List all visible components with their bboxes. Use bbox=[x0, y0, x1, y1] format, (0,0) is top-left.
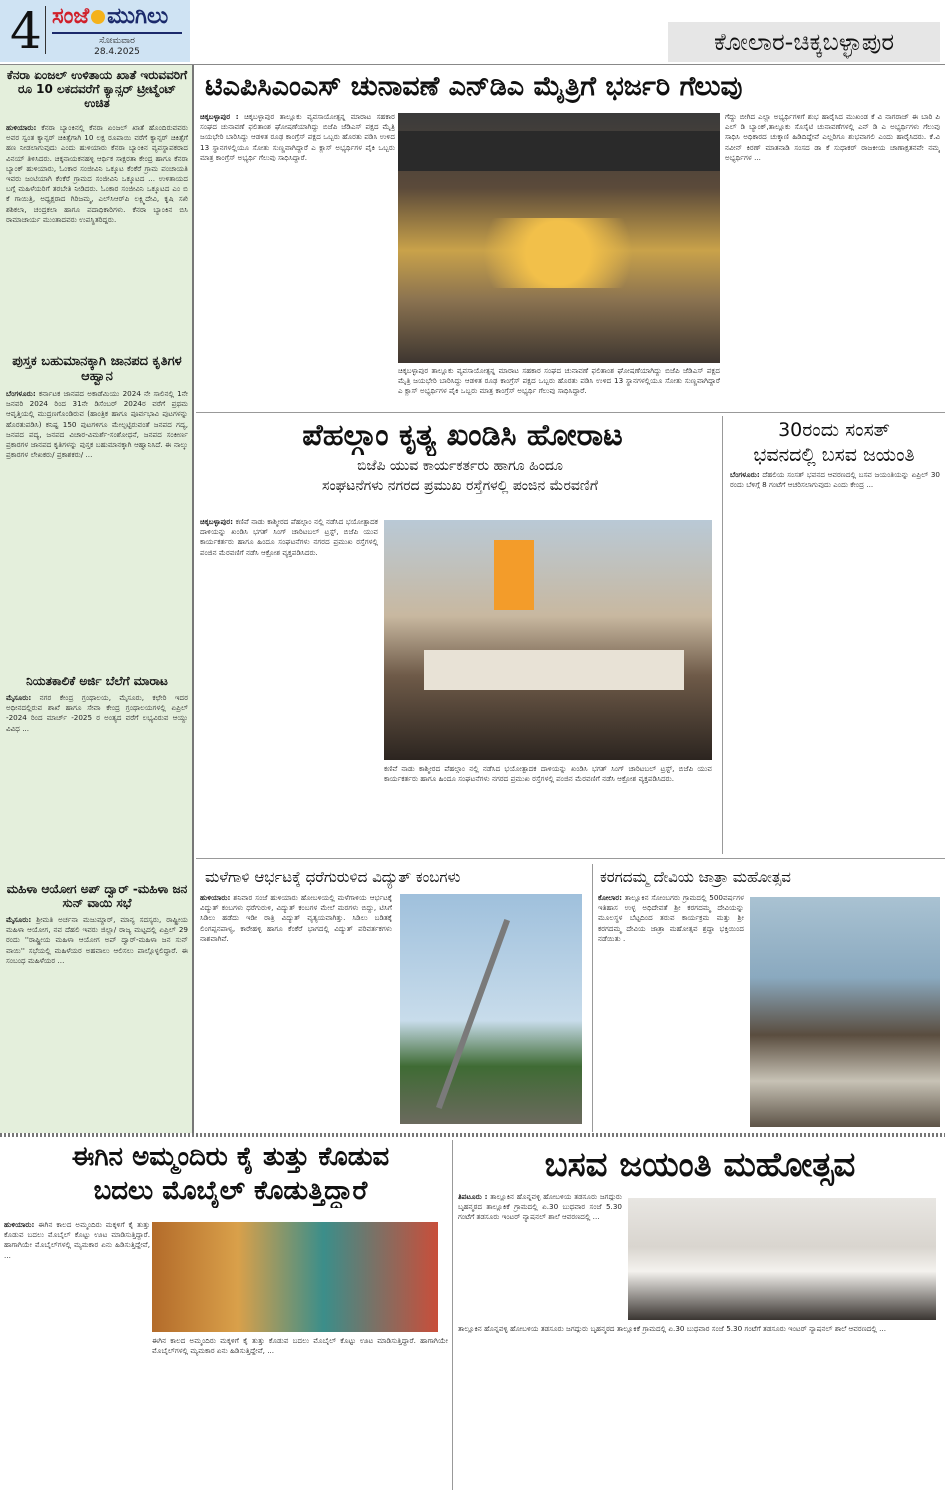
article-text: ಚಿಕ್ಕಬಳ್ಳಾಪುರ ತಾಲ್ಲೂಕು ವ್ಯವಸಾಯೋತ್ಪನ್ನ ಮಾರಾಟ ಸಹಕಾರ ಸಂಘದ ಚುನಾವಣೆ ಫಲಿತಾಂಶ ಘೋಷಣೆಯಾಗಿದ್ದು ಬಿಜೆಪಿ ಜೆಡಿಎಸ್ ಪಕ್ಷದ ಮೈತ್ರಿ ಜಯಭೇರಿ ಬಾರಿಸಿದ್ದು ಆಡಳಿತ ರೂಢ ಕಾಂಗ್ರೆಸ್ ಪಕ್ಷದ ಒಬ್ಬರು ಹೊರತು ಪಡಿಸಿ ಉಳಿದ 13 ಸ್ಥಾನಗಳಲ್ಲಿಯೂ ಸೋತು ಸುಣ್ಣವಾಗಿದ್ದಾರೆ ಎ ಕ್ಲಾಸ್ ಅಭ್ಯರ್ಥಿಗಳ ಪೈಕಿ ಒಬ್ಬರು ಮಾತ್ರ ಕಾಂಗ್ರೆಸ್ ಅಭ್ಯರ್ಥಿ ಗೆಲುವು ಸಾಧಿಸಿದ್ದಾರೆ. bbox=[398, 366, 720, 396]
palm-sun-icon bbox=[91, 10, 105, 24]
mothers-mobile-body bbox=[4, 1220, 150, 1488]
basava-mahotsava-body bbox=[458, 1192, 622, 1302]
dateline: ಹುಳಿಯಾರು: bbox=[4, 1220, 35, 1229]
photo-flag bbox=[494, 540, 534, 610]
tapcms-body-bottom bbox=[398, 366, 720, 410]
sidebar bbox=[0, 65, 194, 1133]
subhead-pahalgam-2: ಸಂಘಟನೆಗಳು ನಗರದ ಪ್ರಮುಖ ರಸ್ತೆಗಳಲ್ಲಿ ಪಂಜಿನ ಮೆರವಣಿಗೆ bbox=[322, 478, 598, 494]
dateline: ಮೈಸೂರು: bbox=[6, 693, 32, 702]
electric-poles-body bbox=[200, 893, 392, 1133]
article-text: ತಾಲ್ಲೂಕಿನ ಸೋಂಬಗರು ಗ್ರಾಮದಲ್ಲಿ 500ವರ್ಷಗಳ ಇತಿಹಾಸ ಉಳ್ಳ ಅಧಿದೇವತೆ ಶ್ರೀ ಕರಗದಮ್ಮ ದೇವಿಯನ್ನು ಮೂಲಸ್ಥಳ ಬೆಟ್ಟದಿಂದ ತರುವ ಕಾರ್ಯಕ್ರಮ ಮತ್ತು ಶ್ರೀ ಕರಗದಮ್ಮ ದೇವಿಯ ಜಾತ್ರಾ ಮಹೋತ್ಸವ ಶ್ರದ್ಧಾ ಭಕ್ತಿಯಿಂದ ನಡೆಯಿತು . bbox=[598, 893, 744, 943]
article-text: ಈಗಿನ ಕಾಲದ ಅಮ್ಮಂದಿರು ಮಕ್ಕಳಿಗೆ ಕೈ ತುತ್ತು ಕೊಡುವ ಬದಲು ಮೊಬೈಲ್ ಕೊಟ್ಟು ಊಟ ಮಾಡಿಸುತ್ತಿದ್ದಾರೆ. ಹಾಗಾಗಿಯೇ ಮೊಬೈಲ್‌ಗಳಲ್ಲಿ ಮ್ಯಮಕಾರ ಏನು ಹಿಡಿಸುತ್ತಿದ್ದೇವೆ, ... bbox=[4, 1220, 150, 1260]
sidebar-body-women-commission bbox=[6, 915, 188, 1125]
article-text: ಕಣಿವೆ ನಾಡು ಕಾಶ್ಮೀರದ ಪೆಹಲ್ಗಾಂ ನಲ್ಲಿ ನಡೆಸಿದ ಭಯೋತ್ಪಾದಕ ದಾಳಿಯನ್ನು ಖಂಡಿಸಿ ಭಗತ್ ಸಿಂಗ್ ಚಾರಿಟಬಲ್ ಟ್ರಸ್ಟ್, ಬಿಜೆಪಿ ಯುವ ಕಾರ್ಯಕರ್ತರು ಹಾಗೂ ಹಿಂದೂ ಸಂಘಟನೆಗಳು ನಗರದ ಪ್ರಮುಖ ರಸ್ತೆಗಳಲ್ಲಿ ಪಂಜಿನ ಮೆರವಣಿಗೆ ನಡೆಸಿ ಆಕ್ರೋಶ ವ್ಯಕ್ತಪಡಿಸಿದರು. bbox=[384, 764, 712, 784]
article-text: ಚಿಕ್ಕಬಳ್ಳಾಪುರ ತಾಲ್ಲೂಕು ವ್ಯವಸಾಯೋತ್ಪನ್ನ ಮಾರಾಟ ಸಹಕಾರ ಸಂಘದ ಚುನಾವಣೆ ಫಲಿತಾಂಶ ಘೋಷಣೆಯಾಗಿದ್ದು ಬಿಜೆಪಿ ಜೆಡಿಎಸ್ ಪಕ್ಷದ ಮೈತ್ರಿ ಜಯಭೇರಿ ಬಾರಿಸಿದ್ದು ಆಡಳಿತ ರೂಢ ಕಾಂಗ್ರೆಸ್ ಪಕ್ಷದ ಒಬ್ಬರು ಹೊರತು ಪಡಿಸಿ ಉಳಿದ 13 ಸ್ಥಾನಗಳಲ್ಲಿಯೂ ಸೋತು ಸುಣ್ಣವಾಗಿದ್ದಾರೆ ಎ ಕ್ಲಾಸ್ ಅಭ್ಯರ್ಥಿಗಳ ಪೈಕಿ ಒಬ್ಬರು ಮಾತ್ರ ಕಾಂಗ್ರೆಸ್ ಅಭ್ಯರ್ಥಿ ಗೆಲುವು ಸಾಧಿಸಿದ್ದಾರೆ. bbox=[200, 112, 395, 162]
photo-mothers-event bbox=[152, 1222, 438, 1332]
karagadamma-body bbox=[598, 893, 744, 1133]
article-text: ತಾಲ್ಲೂಕಿನ ಹೊನ್ನವಳ್ಳಿ ಹೋಬಳಿಯ ತಡಸೂರು ಜಗದ್ಗುರು ಬೃಹನ್ಮಠದ ತಾಲ್ಲೂಕಿಕೆ ಗ್ರಾಮದಲ್ಲಿ ಏ.30 ಬುಧವಾರ ಸಂಜೆ 5.30 ಗಂಟೆಗೆ ತಡಸೂರು ಇಂಟರ್ ನ್ಯಾಷನಲ್ ಶಾಲೆ ಆವರಣದಲ್ಲಿ ... bbox=[458, 1192, 622, 1222]
dateline: ತಿಪಟೂರು : bbox=[458, 1192, 488, 1201]
article-text: ನಗರ ಕೇಂದ್ರ ಗ್ರಂಥಾಲಯ, ಮೈಸೂರು, ಕಛೇರಿ ಇದರ ಅಧೀನದಲ್ಲಿರುವ ಶಾಖೆ ಹಾಗೂ ಸೇವಾ ಕೇಂದ್ರ ಗ್ರಂಥಾಲಯಗಳಲ್ಲಿ ಏಪ್ರಿಲ್ -2024 ರಿಂದ ಮಾರ್ಚ್ -2025 ರ ಅಂತ್ಯದ ವರೆಗೆ ಲಭ್ಯವಿರುವ ಆಯ್ದು ವಿವಿಧ ... bbox=[6, 693, 188, 733]
headline-basava-sansad-2: ಭವನದಲ್ಲಿ ಬಸವ ಜಯಂತಿ bbox=[753, 444, 915, 466]
sidebar-headline-book-prize: ಪುಸ್ತಕ ಬಹುಮಾನಕ್ಕಾಗಿ ಜಾನಪದ ಕೃತಿಗಳ ಆಹ್ವಾನ bbox=[12, 354, 182, 384]
paper-name-part1: ಸಂಜೆ bbox=[52, 4, 90, 29]
masthead-divider bbox=[45, 6, 46, 54]
paper-logo bbox=[52, 4, 168, 29]
photo-banner bbox=[398, 131, 720, 171]
article-text: ಗೆದ್ದು ಬೀಗಿದ ಎಲ್ಲಾ ಅಭ್ಯರ್ಥಿಗಳಿಗೆ ಶುಭ ಹಾರೈಸಿದ ಮುಖಂಡ ಕೆ ವಿ ನಾಗರಾಜ್ ಈ ಬಾರಿ ಪಿ ಎಲ್ ಡಿ ಬ್ಯಾಂಕ್,ತಾಲ್ಲೂಕು ಸೊಸೈಟಿ ಚುನಾವಣೆಗಳಲ್ಲಿ ಎನ್ ಡಿ ಎ ಅಭ್ಯರ್ಥಿಗಳು ಗೆಲುವು ಸಾಧಿಸಿ ಅಧಿಕಾರದ ಚುಕ್ಕಾಣಿ ಹಿಡಿದಿದ್ದೇವೆ ಎಲ್ಲರಿಗೂ ಶುಭವಾಗಲಿ ಎಂದು ಹಾರೈಸಿದರು. ಕೆ.ವಿ ನವೀನ್ ಕಿರಣ್ ಮಾತನಾಡಿ ಸಂಸದ ಡಾ ಕೆ ಸುಧಾಕರ್ ರಾಜಕೀಯ ಚಾಣಾಕ್ಷತನವೇ ನಮ್ಮ ಅಭ್ಯರ್ಥಿಗಳ ... bbox=[725, 112, 940, 162]
mothers-mobile-body-2 bbox=[152, 1336, 448, 1488]
article-text: ಶನಿವಾರ ಸಂಜೆ ಹುಳಿಯಾರು ಹೋಬಳಿಯಲ್ಲಿ ಮಳೆಗಾಳಿಯ ಆರ್ಭಟಕ್ಕೆ ವಿದ್ಯುತ್ ಕಂಬಗಳು ಧರೆಗುರುಳಿ, ವಿದ್ಯುತ್ ಕಂಬಗಳ ಮೇಲೆ ಮರಗಳು ಬಿದ್ದು, ಟಿಸಿಗೆ ಸಿಡಿಲು ಹಡೆದು ಇಡೀ ರಾತ್ರಿ ವಿದ್ಯುತ್ ವ್ಯತ್ಯಯವಾಗಿತ್ತು. ಸಿಡಿಲು ಬಡಿತಕ್ಕೆ ಲಿಂಗಪ್ಪನಪಾಳ್ಯ, ಕಾರೇಹಳ್ಳಿ ಹಾಗೂ ಕೆಂಕೆರೆ ಭಾಗದಲ್ಲಿ ವಿದ್ಯುತ್ ಪರಿವರ್ತಕಗಳು ನಾಶವಾಗಿವೆ. bbox=[200, 893, 392, 943]
headline-basava-mahotsava: ಬಸವ ಜಯಂತಿ ಮಹೋತ್ಸವ bbox=[544, 1145, 856, 1185]
article-text: ಕರ್ನಾಟಕ ಜಾನಪದ ಅಕಾಡೆಮಿಯು 2024 ನೇ ಸಾಲಿನಲ್ಲಿ 1ನೇ ಜನವರಿ 2024 ರಿಂದ 31ನೇ ಡಿಸೆಂಬರ್ 2024ರ ವರೆಗೆ ಪ್ರಥಮ ಆವೃತ್ತಿಯಲ್ಲಿ ಮುದ್ರಣಗೊಂಡಿರುವ (ಹಾಂತ್ರಿಕ ಹಾಗೂ ಪೂರ್ವಭಾವಿ ಪುಟಗಳನ್ನು ಹೊರತುಪಡಿಸಿ) ಕನಿಷ್ಟ 150 ಪುಟಗಳಿಗೂ ಮೇಲ್ಪಟ್ಟಿರುವಂತೆ ಜನಪದ ಗದ್ಯ, ಜನಪದ ಪದ್ಯ, ಜನಪದ ವಿಚಾರ-ವಿಮರ್ಶೆ-ಸಂಶೋಧನೆ, ಜನಪದ ಸಂಕೀರ್ಣ ಪ್ರಕಾರಗಳ ಜಾನಪದ ಕೃತಿಗಳನ್ನು ಪುಸ್ತಕ ಬಹುಮಾನಕ್ಕಾಗಿ ಆಹ್ವಾನಿಸಿದೆ. ಈ ನಾಲ್ಕು ಪ್ರಕಾರಗಳ ಲೇಖಕರು/ ಪ್ರಕಾಶಕರು/ ... bbox=[6, 389, 188, 460]
photo-pole bbox=[436, 919, 510, 1109]
photo-fallen-poles bbox=[400, 894, 582, 1124]
sidebar-body-canara bbox=[6, 123, 188, 353]
column-divider bbox=[592, 864, 593, 1132]
photo-banner bbox=[424, 650, 684, 690]
article-text: ತಾಲ್ಲೂಕಿನ ಹೊನ್ನವಳ್ಳಿ ಹೋಬಳಿಯ ತಡಸೂರು ಜಗದ್ಗುರು ಬೃಹನ್ಮಠದ ತಾಲ್ಲೂಕಿಕೆ ಗ್ರಾಮದಲ್ಲಿ ಏ.30 ಬುಧವಾರ ಸಂಜೆ 5.30 ಗಂಟೆಗೆ ತಡಸೂರು ಇಂಟರ್ ನ್ಯಾಷನಲ್ ಶಾಲೆ ಆವರಣದಲ್ಲಿ ... bbox=[458, 1324, 886, 1333]
headline-pahalgam: ಪೆಹಲ್ಗಾಂ ಕೃತ್ಯ ಖಂಡಿಸಿ ಹೋರಾಟ bbox=[302, 418, 623, 453]
article-text: ಈಗಿನ ಕಾಲದ ಅಮ್ಮಂದಿರು ಮಕ್ಕಳಿಗೆ ಕೈ ತುತ್ತು ಕೊಡುವ ಬದಲು ಮೊಬೈಲ್ ಕೊಟ್ಟು ಊಟ ಮಾಡಿಸುತ್ತಿದ್ದಾರೆ. ಹಾಗಾಗಿಯೇ ಮೊಬೈಲ್‌ಗಳಲ್ಲಿ ಮ್ಯಮಕಾರ ಏನು ಹಿಡಿಸುತ್ತಿದ್ದೇವೆ, ... bbox=[152, 1336, 448, 1356]
sidebar-body-book-prize bbox=[6, 389, 188, 639]
headline-mothers-mobile-2: ಬದಲು ಮೊಬೈಲ್ ಕೊಡುತ್ತಿದ್ದಾರೆ bbox=[93, 1176, 368, 1206]
column-divider bbox=[452, 1140, 453, 1490]
article-text: ಕೆನರಾ ಬ್ಯಾಂಕಿನಲ್ಲಿ ಕೆನರಾ ಏಂಜಲ್ ಖಾತೆ ಹೊಂದಿರುವವರು ಅವರ ಸ್ವಂತ ಕ್ಯಾನ್ಸರ್ ಚಿಕಿತ್ಸೆಗಾಗಿ 10 ಲಕ್ಷ ರೂಪಾಯಿ ವರೆಗೆ ಕ್ಯಾನ್ಸರ್ ಚಿಕಿತ್ಸೆಗೆ ಹಣ ನೀಡಲಾಗುವುದು ಎಂದು ಹುಳಿಯಾರು ಕೆನರಾ ಬ್ಯಾಂಕಿನ ವ್ಯವಸ್ಥಾಪಕರಾದ ವಿನಯ್ ತಿಳಿಸಿದರು. ಚಿಕ್ಕನಾಯಕನಹಳ್ಳಿ ಆರ್ಥಿಕ ಸಾಕ್ಷರತಾ ಕೇಂದ್ರ ಹಾಗೂ ಕೆನರಾ ಬ್ಯಾಂಕ್ ಹುಳಿಯಾರು, ಓಂಕಾರ ಸಂಜೀವಿನಿ ಒಕ್ಕೂಟ ಕೆಂಕೆರೆ ಗ್ರಾಮ ಪಂಚಾಯತಿ ಇವರು ಜಂಟಿಯಾಗಿ ಕೆಂಕೆರೆ ಗ್ರಾಮದ ಸಂಜೀವಿನಿ ಒಕ್ಕೂಟದ ... ಉಳಿತಾಯದ ಬಗ್ಗೆ ಮಹಿಳೆಯರಿಗೆ ತರಬೇತಿ ನೀಡಿದರು. ಓಂಕಾರ ಸಂಜೀವಿನಿ ಒಕ್ಕೂಟದ ಎಂ ಬಿ ಕೆ ಗಾಯಿತ್ರಿ, ಅಧ್ಯಕ್ಷರಾದ ಗಿರಿಜಮ್ಮ, ಎಲ್‌ಸಿಆರ್‌ಪಿ ಲಕ್ಷ್ಮಿದೇವಿ, ಕೃಷಿ ಸಖಿ ಶಶಿಕಲಾ, ಚಂದ್ರಕಲಾ ಹಾಗೂ ಪದಾಧಿಕಾರಿಗಳು. ಕೆನರಾ ಬ್ಯಾಂಕಿನ ಬಿಸಿ ರಾಮಾಚಾರ್ಯ ಮುಂತಾದವರು ಉಪಸ್ಥಿತರಿದ್ದರು. bbox=[6, 123, 188, 224]
page-number: 4 bbox=[10, 2, 42, 60]
pahalgam-body bbox=[200, 517, 378, 852]
photo-temple-fair bbox=[750, 897, 940, 1127]
basava-sansad-body bbox=[730, 470, 940, 850]
section-divider bbox=[196, 412, 945, 413]
headline-mothers-mobile-1: ಈಗಿನ ಅಮ್ಮಂದಿರು ಕೈ ತುತ್ತು ಕೊಡುವ bbox=[71, 1142, 390, 1172]
photo-election-winners bbox=[398, 113, 720, 363]
sidebar-headline-women-commission: ಮಹಿಳಾ ಆಯೋಗ ಅಪ್ ದ್ವಾರ್ -ಮಹಿಳಾ ಜನ ಸುನ್ ವಾಯಿ ಸಭೆ bbox=[6, 882, 188, 910]
dateline: ಬೆಂಗಳೂರು: bbox=[6, 389, 36, 398]
dateline: ಚಿಕ್ಕಬಳ್ಳಾಪುರ: bbox=[200, 517, 234, 526]
photo-protest-march bbox=[384, 520, 712, 760]
article-text: ದೆಹಲಿಯ ಸಂಸತ್ ಭವನದ ಆವರಣದಲ್ಲಿ ಬಸವ ಜಯಂತಿಯನ್ನು ಏಪ್ರಿಲ್ 30 ರಂದು ಬೆಳಿಗ್ಗೆ 8 ಗಂಟೆಗೆ ಆಚರಿಸಲಾಗುವುದು ಎಂದು ಕೇಂದ್ರ ... bbox=[730, 470, 940, 490]
masthead-rule bbox=[52, 32, 182, 34]
dateline: ಬೆಂಗಳೂರು: bbox=[730, 470, 760, 479]
sidebar-headline-canara: ಕೆನರಾ ಏಂಜಲ್ ಉಳಿತಾಯ ಖಾತೆ ಇರುವವರಿಗೆ ರೂ 10 ಲಕದವರೆಗೆ ಕ್ಯಾನ್ಸರ್ ಟ್ರೀಟ್ಮೆಂಟ್ ಉಚಿತ bbox=[6, 68, 188, 110]
sidebar-headline-periodicals: ನಿಯತಕಾಲಿಕೆ ಅರ್ಜಿ ಬೆಲೆಗೆ ಮಾರಾಟ bbox=[26, 674, 168, 688]
tapcms-body-left bbox=[200, 112, 395, 402]
article-text: ಶ್ರೀಮತಿ ಅರ್ಚನಾ ಮಜುಮ್ದಾರ್, ಮಾನ್ಯ ಸದಸ್ಯರು, ರಾಷ್ಟ್ರೀಯ ಮಹಿಳಾ ಆಯೋಗ, ನವ ದೆಹಲಿ ಇವರು ಜಿಲ್ಲಾ/ ರಾಜ್ಯ ಮಟ್ಟದಲ್ಲಿ ಏಪ್ರಿಲ್ 29 ರಂದು ''ರಾಷ್ಟ್ರೀಯ ಮಹಿಳಾ ಆಯೋಗ ಅಪ್ ದ್ವಾರ್-ಮಹಿಳಾ ಜನ ಸುನ್ ವಾಯಿ'' ಸಭೆಯಲ್ಲಿ ಮಹಿಳೆಯರ ಅಹವಾಲು ಆಲಿಸಲು ಪಾಲ್ಗೊಳ್ಳಲಿದ್ದಾರೆ. ಈ ಸಂಬಂಧ ಮಹಿಳೆಯರ ... bbox=[6, 915, 188, 965]
subhead-pahalgam-1: ಬಿಜೆಪಿ ಯುವ ಕಾರ್ಯಕರ್ತರು ಹಾಗೂ ಹಿಂದೂ bbox=[357, 458, 563, 474]
headline-karagadamma: ಕರಗದಮ್ಮ ದೇವಿಯ ಜಾತ್ರಾ ಮಹೋತ್ಸವ bbox=[600, 868, 791, 886]
headline-basava-sansad-1: 30ರಂದು ಸಂಸತ್ bbox=[778, 419, 890, 441]
dateline: ಚಿಕ್ಕಬಳ್ಳಾಪುರ : bbox=[200, 112, 239, 121]
dateline: ಹುಳಿಯಾರು: bbox=[200, 893, 231, 902]
column-divider bbox=[722, 416, 723, 854]
photo-basava-meeting bbox=[628, 1198, 936, 1320]
photo-garlands bbox=[458, 218, 658, 288]
headline-electric-poles: ಮಳೆಗಾಳಿ ಆರ್ಭಟಕ್ಕೆ ಧರೆಗುರುಳಿದ ವಿದ್ಯುತ್ ಕಂಬಗಳು bbox=[205, 868, 461, 886]
issue-day: ಸೋಮವಾರ bbox=[99, 36, 135, 46]
sidebar-body-periodicals bbox=[6, 693, 188, 883]
region-label: ಕೋಲಾರ-ಚಿಕ್ಕಬಳ್ಳಾಪುರ bbox=[668, 22, 940, 62]
basava-mahotsava-body-2 bbox=[458, 1324, 940, 1488]
section-divider-dotted bbox=[0, 1133, 945, 1137]
masthead bbox=[0, 0, 190, 62]
paper-name-part2: ಮುಗಿಲು bbox=[107, 4, 169, 29]
article-text: ಕಣಿವೆ ನಾಡು ಕಾಶ್ಮೀರದ ಪೆಹಲ್ಗಾಂ ನಲ್ಲಿ ನಡೆಸಿದ ಭಯೋತ್ಪಾದಕ ದಾಳಿಯನ್ನು ಖಂಡಿಸಿ ಭಗತ್ ಸಿಂಗ್ ಚಾರಿಟಬಲ್ ಟ್ರಸ್ಟ್, ಬಿಜೆಪಿ ಯುವ ಕಾರ್ಯಕರ್ತರು ಹಾಗೂ ಹಿಂದೂ ಸಂಘಟನೆಗಳು ನಗರದ ಪ್ರಮುಖ ರಸ್ತೆಗಳಲ್ಲಿ ಪಂಜಿನ ಮೆರವಣಿಗೆ ನಡೆಸಿ ಆಕ್ರೋಶ ವ್ಯಕ್ತಪಡಿಸಿದರು. bbox=[200, 517, 378, 557]
dateline: ಮೈಸೂರು: bbox=[6, 915, 32, 924]
tapcms-body-right bbox=[725, 112, 940, 407]
dateline: ಹುಳಿಯಾರು: bbox=[6, 123, 37, 132]
dateline: ಕೋಲಾರ: bbox=[598, 893, 623, 902]
section-divider bbox=[196, 858, 945, 859]
issue-date: 28.4.2025 bbox=[94, 47, 140, 57]
headline-tapcms: ಟಿಎಪಿಸಿಎಂಎಸ್ ಚುನಾವಣೆ ಎನ್‌ಡಿಎ ಮೈತ್ರಿಗೆ ಭರ್ಜರಿ ಗೆಲುವು bbox=[205, 71, 743, 102]
pahalgam-body-bottom bbox=[384, 764, 712, 852]
